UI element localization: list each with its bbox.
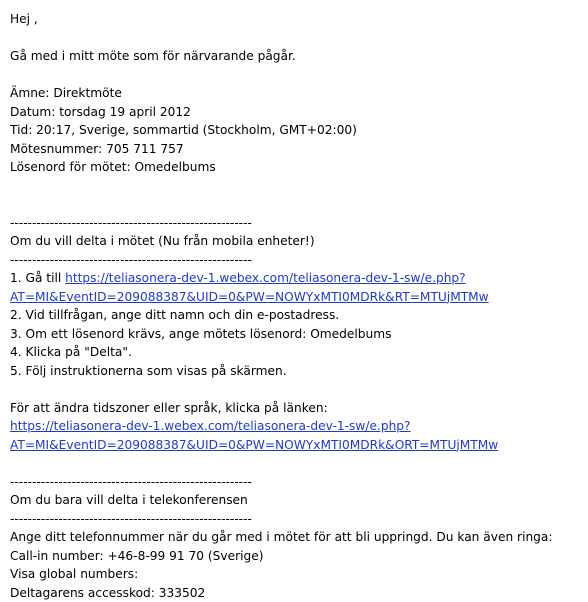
step-3: 3. Om ett lösenord krävs, ange mötets lösenord: Omedelbums (10, 325, 580, 344)
timezone-instructions: För att ändra tidszoner eller språk, klicka på länken: (10, 399, 580, 418)
separator-line: ------------------------------------------------------- (10, 251, 580, 270)
step-1-link-continuation (10, 288, 580, 307)
spacer (10, 380, 580, 399)
meeting-join-link-continued[interactable]: AT=MI&EventID=209088387&UID=0&PW=NOWYxMTI0MDRk&RT=MTUjMTMw (10, 290, 489, 304)
timezone-link-continued[interactable]: AT=MI&EventID=209088387&UID=0&PW=NOWYxMTI0MDRk&ORT=MTUjMTMw (10, 438, 498, 452)
email-body (10, 10, 580, 602)
meeting-join-link[interactable]: https://teliasonera-dev-1.webex.com/teliasonera-dev-1-sw/e.php? (65, 271, 466, 285)
spacer (10, 454, 580, 473)
separator-line: ------------------------------------------------------- (10, 510, 580, 529)
meeting-subject: Ämne: Direktmöte (10, 84, 580, 103)
timezone-link-line (10, 417, 580, 436)
step-1 (10, 269, 580, 288)
meeting-time: Tid: 20:17, Sverige, sommartid (Stockholm, GMT+02:00) (10, 121, 580, 140)
timezone-link[interactable]: https://teliasonera-dev-1.webex.com/teliasonera-dev-1-sw/e.php? (10, 419, 411, 433)
separator-line: ------------------------------------------------------- (10, 473, 580, 492)
step-2: 2. Vid tillfrågan, ange ditt namn och din e-postadress. (10, 306, 580, 325)
spacer (10, 29, 580, 48)
invitation-text: Gå med i mitt möte som för närvarande pågår. (10, 47, 580, 66)
meeting-password: Lösenord för mötet: Omedelbums (10, 158, 580, 177)
audio-instructions: Ange ditt telefonnummer när du går med i mötet för att bli uppringd. Du kan även ringa: (10, 528, 580, 547)
spacer (10, 177, 580, 214)
meeting-number: Mötesnummer: 705 711 757 (10, 140, 580, 159)
global-numbers-label: Visa global numbers: (10, 565, 580, 584)
join-section-heading: Om du vill delta i mötet (Nu från mobila enheter!) (10, 232, 580, 251)
timezone-link-continuation (10, 436, 580, 455)
step-4: 4. Klicka på "Delta". (10, 343, 580, 362)
step-5: 5. Följ instruktionerna som visas på skärmen. (10, 362, 580, 381)
audio-section-heading: Om du bara vill delta i telekonferensen (10, 491, 580, 510)
separator-line: ------------------------------------------------------- (10, 214, 580, 233)
greeting: Hej , (10, 10, 580, 29)
spacer (10, 66, 580, 85)
access-code: Deltagarens accesskod: 333502 (10, 584, 580, 602)
meeting-date: Datum: torsdag 19 april 2012 (10, 103, 580, 122)
callin-number: Call-in number: +46-8-99 91 70 (Sverige) (10, 547, 580, 566)
step-1-prefix: 1. Gå till (10, 271, 65, 285)
